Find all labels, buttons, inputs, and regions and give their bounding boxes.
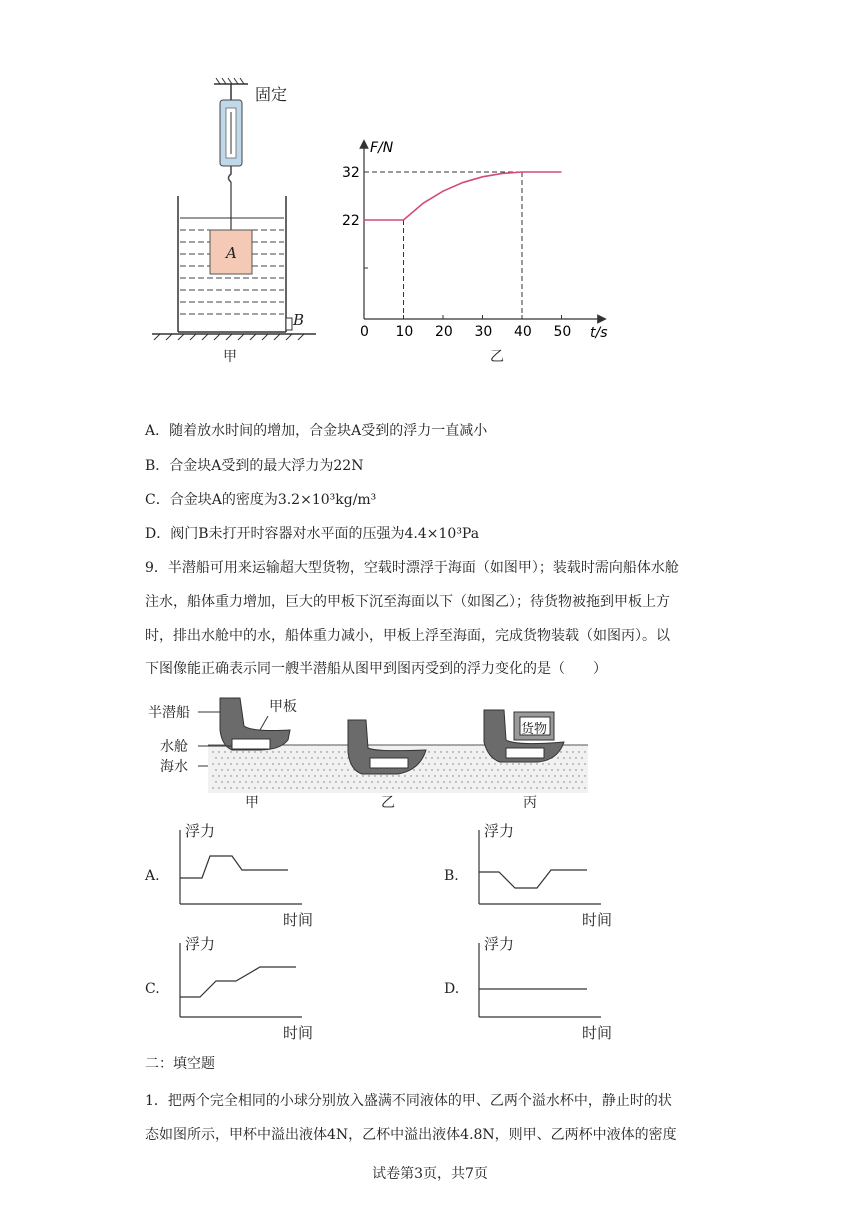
q8-option-c: C．合金块A的密度为3.2×10³kg/m³	[145, 492, 377, 508]
y-tick-label: 22	[342, 213, 360, 229]
q9-option-c-letter: C.	[145, 981, 160, 997]
label-cargo: 货物	[521, 722, 548, 737]
q9-line-4: 下图像能正确表示同一艘半潜船从图甲到图丙受到的浮力变化的是（ ）	[145, 661, 607, 677]
q9-option-d-letter: D.	[444, 981, 460, 997]
caption-yi-top: 乙	[490, 349, 504, 365]
s2-q1-line-2: 态如图所示，甲杯中溢出液体4N，乙杯中溢出液体4.8N，则甲、乙两杯中液体的密度	[145, 1127, 677, 1143]
x-tick-label: 40	[514, 324, 532, 340]
option-c-ylabel: 浮力	[185, 935, 216, 953]
q9-line-2: 注水，船体重力增加，巨大的甲板下沉至海面以下（如图乙）；待货物被拖到甲板上方	[145, 594, 670, 610]
q8-option-b: B．合金块A受到的最大浮力为22N	[145, 458, 364, 474]
page-footer: 试卷第3页，共7页	[372, 1166, 488, 1182]
q9-line-1: 9．半潜船可用来运输超大型货物，空载时漂浮于海面（如图甲）；装载时需向船体水舱	[145, 560, 679, 576]
x-tick-label: 50	[553, 324, 572, 340]
label-tank: 水舱	[160, 739, 188, 755]
label-sea: 海水	[160, 759, 188, 775]
option-b-xlabel: 时间	[582, 911, 613, 929]
valve-label: B	[293, 311, 305, 329]
force-series-line	[364, 172, 562, 220]
option-d-ylabel: 浮力	[484, 935, 515, 953]
option-b-ylabel: 浮力	[484, 822, 515, 840]
q9-option-b-letter: B.	[444, 868, 459, 884]
apparatus-figure	[140, 70, 340, 370]
caption-bing-ship: 丙	[523, 795, 537, 811]
label-ship: 半潜船	[148, 705, 190, 721]
x-tick-label: 30	[474, 324, 493, 340]
x-tick-label: 10	[395, 324, 414, 340]
x-tick-label: 0	[360, 324, 369, 340]
section-2-title: 二：填空题	[145, 1056, 215, 1072]
x-tick-label: 20	[435, 324, 453, 340]
x-axis-label: t/s	[590, 325, 608, 341]
option-a-xlabel: 时间	[283, 911, 314, 929]
fixed-label: 固定	[255, 85, 288, 104]
option-c-xlabel: 时间	[283, 1024, 314, 1042]
option-d-xlabel: 时间	[582, 1024, 613, 1042]
valve	[286, 318, 292, 330]
block-label: A	[226, 244, 237, 262]
q8-option-a: A．随着放水时间的增加，合金块A受到的浮力一直减小	[145, 423, 488, 439]
y-tick-label: 32	[342, 165, 360, 181]
force-time-chart	[340, 130, 610, 345]
caption-jia-top: 甲	[223, 349, 237, 365]
y-axis-label: F/N	[370, 140, 394, 156]
q8-option-d: D．阀门B未打开时容器对水平面的压强为4.4×10³Pa	[145, 526, 480, 542]
s2-q1-line-1: 1．把两个完全相同的小球分别放入盛满不同液体的甲、乙两个溢水杯中，静止时的状	[145, 1093, 672, 1109]
caption-jia-ship: 甲	[245, 795, 259, 811]
label-deck: 甲板	[269, 699, 297, 715]
q9-option-a-letter: A.	[145, 868, 160, 884]
option-a-ylabel: 浮力	[185, 822, 216, 840]
caption-yi-ship: 乙	[381, 795, 395, 811]
q9-line-3: 时，排出水舱中的水，船体重力减小，甲板上浮至海面，完成货物装载（如图丙）。以	[145, 628, 670, 644]
